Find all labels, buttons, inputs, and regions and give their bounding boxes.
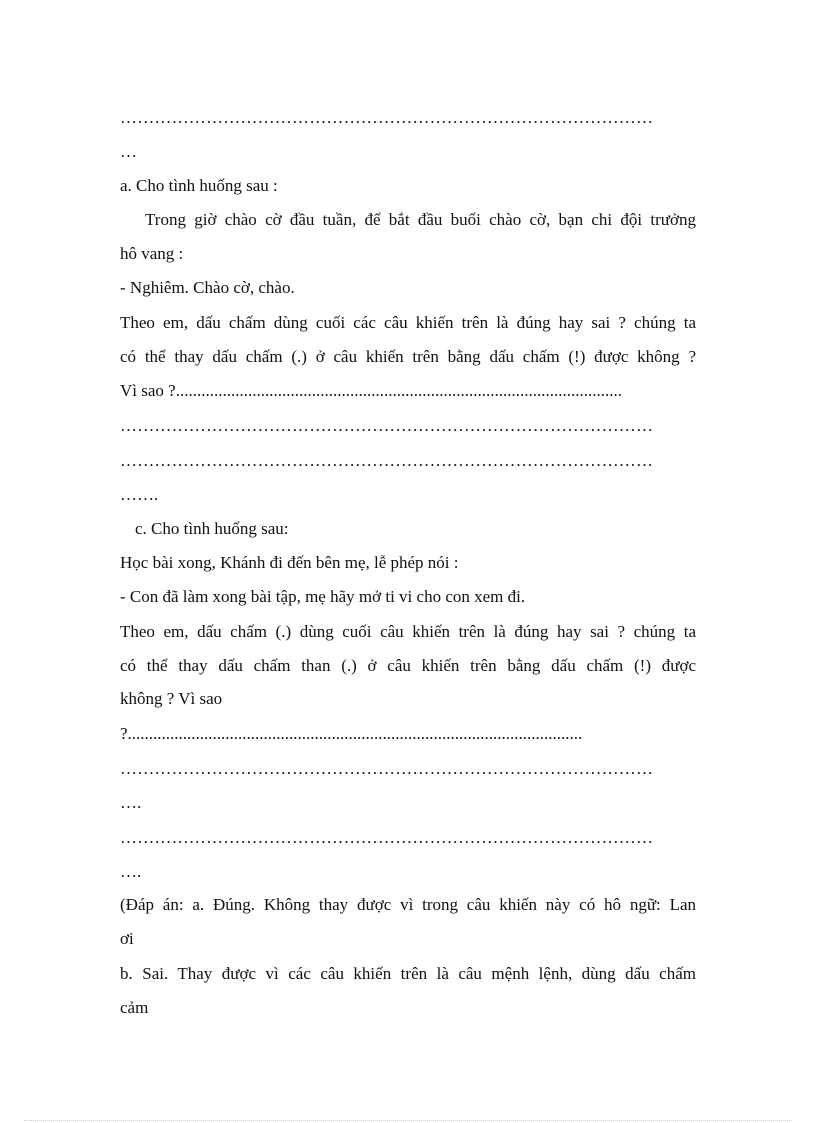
answer-key-line: (Đáp án: a. Đúng. Không thay được vì trong câu khiến này có hô ngữ: Lan (120, 895, 696, 914)
question-c-heading: c. Cho tình huống sau: (135, 519, 289, 538)
question-spread-line: không ? Vì sao (120, 689, 223, 708)
question-why-line: Vì sao ?......................................................................................................... (120, 381, 622, 400)
answer-dotted-line: ………………………………………………………………………………… (120, 759, 654, 778)
answer-dotted-line-end: … (120, 142, 137, 161)
answer-key-line: cảm (120, 998, 149, 1017)
situation-text-line: Học bài xong, Khánh đi đến bên mẹ, lễ phép nói : (120, 553, 459, 572)
situation-text-line: Trong giờ chào cờ đầu tuần, để bắt đầu buổi chào cờ, bạn chi đội trưởng (145, 210, 696, 229)
command-quote: - Nghiêm. Chào cờ, chào. (120, 278, 295, 297)
question-text-line: Theo em, dấu chấm dùng cuối các câu khiến trên là đúng hay sai ? chúng ta (120, 313, 696, 332)
question-text-line: Theo em, dấu chấm (.) dùng cuối câu khiến trên là đúng hay sai ? chúng ta (120, 622, 696, 641)
question-text-line: có thể thay dấu chấm than (.) ở câu khiến trên bằng dấu chấm (!) được (120, 656, 696, 675)
answer-dotted-line-end: …. (120, 793, 142, 812)
page-bottom-divider (24, 1120, 792, 1121)
question-why-line: ?........................................................................................................... (120, 724, 583, 743)
answer-dotted-line: ………………………………………………………………………………… (120, 451, 654, 470)
answer-dotted-line: ………………………………………………………………………………… (120, 828, 654, 847)
answer-key-line: b. Sai. Thay được vì các câu khiến trên là câu mệnh lệnh, dùng dấu chấm (120, 964, 696, 983)
child-quote: - Con đã làm xong bài tập, mẹ hãy mở ti vi cho con xem đi. (120, 587, 526, 606)
answer-key-line: ơi (120, 929, 134, 948)
answer-dotted-line-end: ……. (120, 485, 159, 504)
answer-dotted-line: ………………………………………………………………………………… (120, 108, 654, 127)
situation-text-line: hô vang : (120, 244, 184, 263)
answer-dotted-line: ………………………………………………………………………………… (120, 416, 654, 435)
answer-dotted-line-end: …. (120, 862, 142, 881)
question-text-line: có thể thay dấu chấm (.) ở câu khiến trên bằng dấu chấm (!) được không ? (120, 347, 696, 366)
question-a-heading: a. Cho tình huống sau : (120, 176, 278, 195)
